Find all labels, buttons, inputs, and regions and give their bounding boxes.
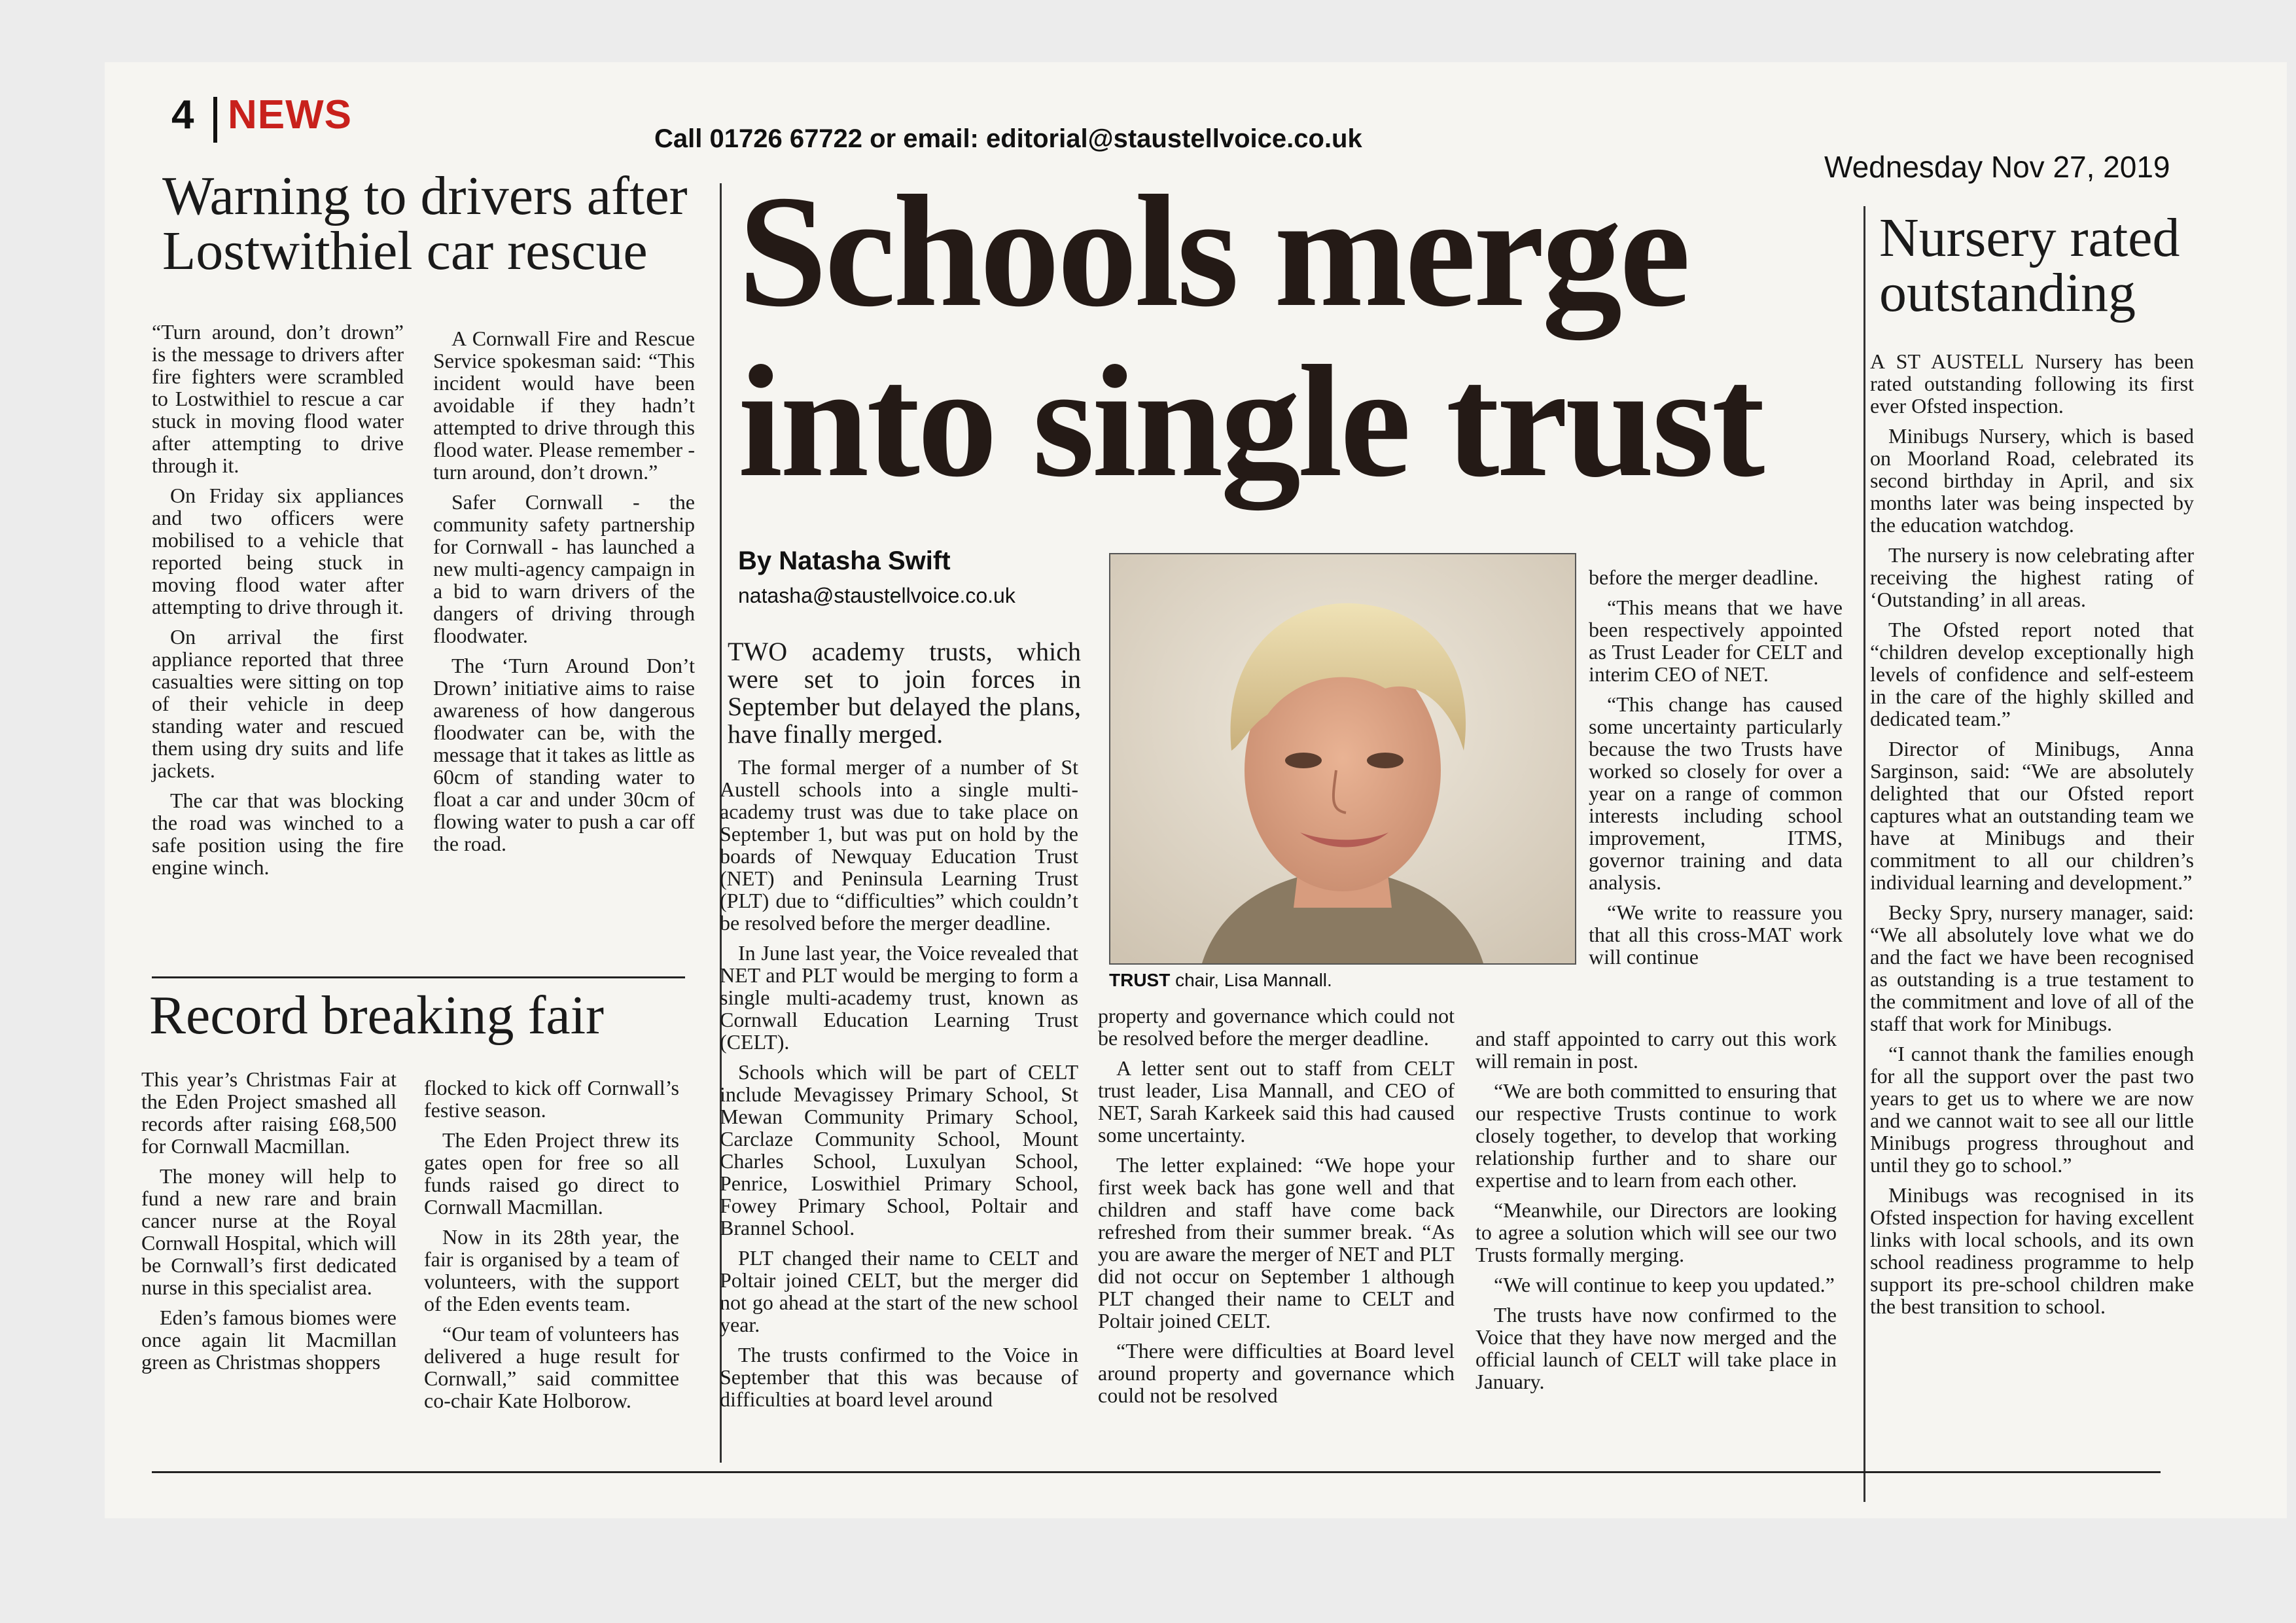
main-headline-line-1: Schools merge bbox=[738, 162, 1688, 340]
paragraph: The money will help to fund a new rare and brain cancer nurse at the Royal Cornwall Hospital, which will be Cornwall’s first dedicated nurse in this specialist area. bbox=[141, 1164, 397, 1299]
caption-text: chair, Lisa Mannall. bbox=[1170, 970, 1332, 990]
story-headline-nursery bbox=[1879, 207, 2219, 323]
section-label: NEWS bbox=[228, 92, 352, 137]
paragraph: This year’s Christmas Fair at the Eden Project smashed all records after raising £68,500 for Cornwall Macmillan. bbox=[141, 1067, 397, 1158]
paragraph: before the merger deadline. bbox=[1589, 565, 1819, 589]
paragraph: On Friday six appliances and two officers were mobilised to a vehicle that reported being stuck in moving flood water after attempting to drive through it. bbox=[152, 484, 404, 618]
byline: By Natasha Swift bbox=[738, 546, 951, 575]
paragraph: “We are both committed to ensuring that our respective Trusts continue to work closely together, to develop that working relationship further and to share our expertise and to learn from each other. bbox=[1475, 1079, 1837, 1192]
paragraph: Minibugs was recognised in its Ofsted inspection for having excellent links with local schools, and its own school readiness programme to help support its pre-school children make the best transition to school. bbox=[1870, 1183, 2194, 1318]
masthead-divider bbox=[213, 97, 217, 143]
drivers-column-2 bbox=[433, 327, 695, 863]
nursery-column bbox=[1870, 350, 2194, 1325]
paragraph: The letter explained: “We hope your first week back has gone well and that children and staff have come back refreshed from their summer break. “As you are aware the merger of NET and PLT did not occur on September 1 although PLT changed their name to CELT and Poltair joined CELT. bbox=[1098, 1153, 1455, 1332]
paragraph: Eden’s famous biomes were once again lit Macmillan green as Christmas shoppers bbox=[141, 1306, 397, 1374]
story-headline-drivers bbox=[162, 166, 725, 281]
main-headline-line-2: into single trust bbox=[738, 332, 1763, 510]
main-column-3-bottom bbox=[1475, 1027, 1837, 1400]
paragraph: In June last year, the Voice revealed that NET and PLT would be merging to form a single multi-academy trust, known as Cornwall Education Learning Trust (CELT). bbox=[720, 941, 1078, 1054]
paragraph: The Eden Project threw its gates open for free so all funds raised go direct to Cornwall Macmillan. bbox=[424, 1128, 679, 1219]
paragraph: “There were difficulties at Board level around property and governance which could not be resolved bbox=[1098, 1339, 1455, 1407]
paragraph: “Meanwhile, our Directors are looking to agree a solution which will see our two Trusts formally merging. bbox=[1475, 1198, 1837, 1266]
headline-line-2: outstanding bbox=[1879, 262, 2136, 323]
story-intro: TWO academy trusts, which were set to join forces in September but delayed the plans, have finally merged. bbox=[728, 637, 1081, 749]
paragraph: Schools which will be part of CELT include Mevagissey Primary School, St Mewan Community Primary School, Carclaze Community School, Mount Charles School, Luxulyan School, Penrice, Loswithiel Primary School, Fowey Primary School, Poltair and Brannel School. bbox=[720, 1060, 1078, 1240]
fair-column-2 bbox=[424, 1077, 679, 1419]
paragraph: “Turn around, don’t drown” is the message to drivers after fire fighters were scrambled to Lostwithiel to rescue a car stuck in moving flood water after attempting to drive through it. bbox=[152, 320, 404, 477]
paragraph: Becky Spry, nursery manager, said: “We all absolutely love what we do and the fact we have been recognised as outstanding is a true testament to the commitment and love of all of the staff that work for Minibugs. bbox=[1870, 901, 2194, 1035]
main-column-2 bbox=[1098, 1005, 1455, 1414]
trust-chair-photo bbox=[1109, 553, 1576, 965]
main-column-3-top bbox=[1589, 566, 1843, 976]
paragraph: On arrival the first appliance reported that three casualties were sitting on top of their vehicle in deep standing water and rescued them using dry suits and life jackets. bbox=[152, 625, 404, 782]
paragraph: Director of Minibugs, Anna Sarginson, said: “We are absolutely delighted that our Ofsted report captures what an outstanding team we have at Minibugs and their commitment to all our children’s individual learning and development.” bbox=[1870, 737, 2194, 894]
column-rule-right bbox=[1863, 206, 1865, 1502]
contact-line: Call 01726 67722 or email: editorial@staustellvoice.co.uk bbox=[654, 124, 1362, 153]
story-headline-fair: Record breaking fair bbox=[149, 985, 605, 1046]
paragraph: “We write to reassure you that all this cross-MAT work will continue bbox=[1589, 901, 1843, 969]
paragraph: Now in its 28th year, the fair is organised by a team of volunteers, with the support of the Eden events team. bbox=[424, 1225, 679, 1315]
paragraph: A letter sent out to staff from CELT trust leader, Lisa Mannall, and CEO of NET, Sarah Karkeek said this had caused some uncertainty. bbox=[1098, 1056, 1455, 1147]
paragraph: The Ofsted report noted that “children develop exceptionally high levels of confidence and self-esteem in the care of the highly skilled and dedicated team.” bbox=[1870, 618, 2194, 730]
headline-line-1: Warning to drivers after bbox=[162, 166, 688, 226]
page-number: 4 bbox=[171, 92, 194, 137]
paragraph: property and governance which could not be resolved before the merger deadline. bbox=[1098, 1004, 1455, 1050]
paragraph: “Our team of volunteers has delivered a huge result for Cornwall,” said committee co-chair Kate Holborow. bbox=[424, 1322, 679, 1412]
story-separator bbox=[152, 976, 685, 978]
paragraph: Safer Cornwall - the community safety partnership for Cornwall - has launched a new multi-agency campaign in a bid to warn drivers of the dangers of driving through floodwater. bbox=[433, 490, 695, 647]
caption-label: TRUST bbox=[1109, 970, 1171, 990]
paragraph: A ST AUSTELL Nursery has been rated outstanding following its first ever Ofsted inspection. bbox=[1870, 349, 2194, 418]
portrait-illustration bbox=[1110, 554, 1575, 963]
headline-line-1: Nursery rated bbox=[1879, 207, 2180, 268]
issue-date: Wednesday Nov 27, 2019 bbox=[1824, 150, 2170, 184]
photo-caption bbox=[1109, 970, 1332, 991]
paragraph: “This means that we have been respectively appointed as Trust Leader for CELT and interim CEO of NET. bbox=[1589, 596, 1843, 686]
paragraph: PLT changed their name to CELT and Poltair joined CELT, but the merger did not go ahead at the start of the new school year. bbox=[720, 1246, 1078, 1336]
author-email: natasha@staustellvoice.co.uk bbox=[738, 584, 1016, 607]
main-column-1 bbox=[720, 756, 1078, 1418]
paragraph: The car that was blocking the road was winched to a safe position using the fire engine winch. bbox=[152, 789, 404, 879]
paragraph: and staff appointed to carry out this work will remain in post. bbox=[1475, 1027, 1837, 1073]
paragraph: The ‘Turn Around Don’t Drown’ initiative aims to raise awareness of how dangerous floodwater can be, with the message that it takes as little as 60cm of standing water to float a car and under 30cm of flowing water to push a car off the road. bbox=[433, 654, 695, 855]
paragraph: “This change has caused some uncertainty particularly because the two Trusts have worked so closely for over a year on a range of common interests including school improvement, ITMS, governor training and data analysis. bbox=[1589, 692, 1843, 894]
fair-column-1 bbox=[141, 1068, 397, 1381]
paragraph: The trusts confirmed to the Voice in September that this was because of difficulties at board level around bbox=[720, 1343, 1078, 1411]
headline-line-2: Lostwithiel car rescue bbox=[162, 221, 648, 281]
paragraph: The nursery is now celebrating after receiving the highest rating of ‘Outstanding’ in all areas. bbox=[1870, 543, 2194, 611]
paragraph: The trusts have now confirmed to the Voice that they have now merged and the official launch of CELT will take place in January. bbox=[1475, 1303, 1837, 1393]
paragraph: The formal merger of a number of St Austell schools into a single multi-academy trust was due to take place on September 1, but was put on hold by the boards of Newquay Education Trust (NET) and Peninsula Learning Trust (PLT) due to “difficulties” which couldn’t be resolved before the merger deadline. bbox=[720, 755, 1078, 935]
paragraph: A Cornwall Fire and Rescue Service spokesman said: “This incident would have been avoidable if they hadn’t attempted to drive through this flood water. Please remember - turn around, don’t drown.” bbox=[433, 327, 695, 484]
paragraph: “We will continue to keep you updated.” bbox=[1494, 1273, 1835, 1296]
paragraph: Minibugs Nursery, which is based on Moorland Road, celebrated its second birthday in April, and six months later was being inspected by the education watchdog. bbox=[1870, 424, 2194, 537]
paragraph: “I cannot thank the families enough for all the support over the past two years to get us to where we are now and we cannot wait to see all our little Minibugs progress throughout and until they go to school.” bbox=[1870, 1042, 2194, 1177]
bottom-rule bbox=[152, 1471, 2161, 1473]
drivers-column-1 bbox=[152, 321, 404, 886]
paragraph: flocked to kick off Cornwall’s festive season. bbox=[424, 1076, 679, 1122]
